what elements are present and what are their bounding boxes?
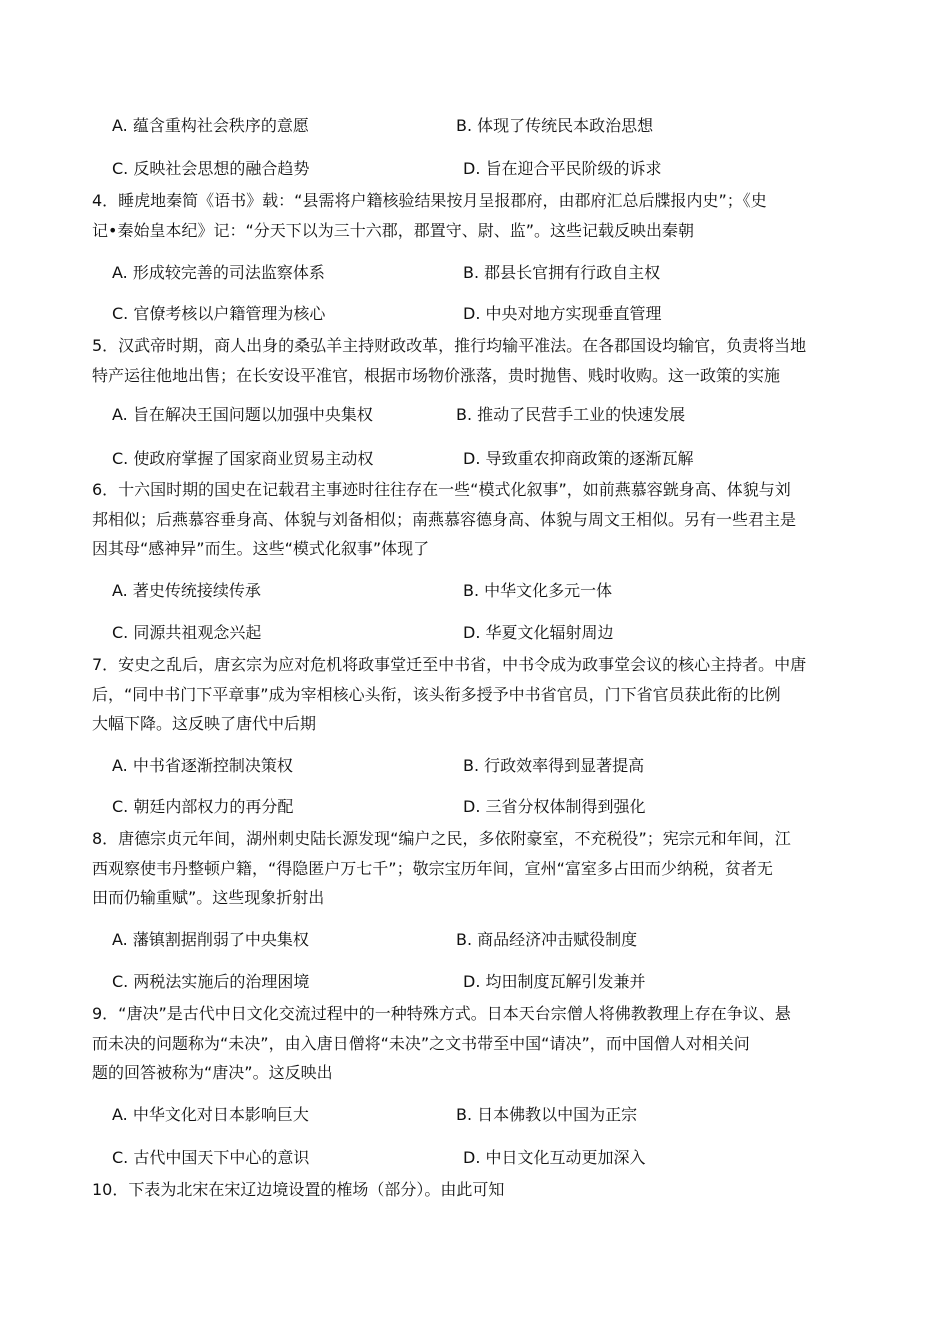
q3-option-b: B. 体现了传统民本政治思想 [456, 116, 654, 135]
q7-option-b: B. 行政效率得到显著提高 [463, 756, 645, 775]
q8-stem-line-1: 8．唐德宗贞元年间，湖州刺史陆长源发现“编户之民，多依附豪室，不充税役”；宪宗元和年间，江 [92, 829, 791, 848]
q6-option-a: A. 著史传统接续传承 [112, 581, 261, 600]
q8-option-d: D. 均田制度瓦解引发兼并 [463, 972, 646, 991]
q5-option-b: B. 推动了民营手工业的快速发展 [456, 405, 686, 424]
q6-stem-line-1: 6．十六国时期的国史在记载君主事迹时往往存在一些“模式化叙事”，如前燕慕容皝身高、体貌与刘 [92, 480, 791, 499]
q8-option-b: B. 商品经济冲击赋役制度 [456, 930, 638, 949]
q7-stem-line-3: 大幅下降。这反映了唐代中后期 [92, 714, 317, 733]
q7-stem-line-2: 后，“同中书门下平章事”成为宰相核心头衔，该头衔多授予中书省官员，门下省官员获此衔的比例 [92, 685, 781, 704]
q3-option-c: C. 反映社会思想的融合趋势 [112, 159, 310, 178]
q4-option-b: B. 郡县长官拥有行政自主权 [463, 263, 661, 282]
q4-stem-line-2: 记•秦始皇本纪》记：“分天下以为三十六郡，郡置守、尉、监”。这些记载反映出秦朝 [92, 221, 695, 240]
q7-option-d: D. 三省分权体制得到强化 [463, 797, 646, 816]
q3-option-d: D. 旨在迎合平民阶级的诉求 [463, 159, 662, 178]
q6-option-b: B. 中华文化多元一体 [463, 581, 613, 600]
q8-stem-line-3: 田而仍输重赋”。这些现象折射出 [92, 888, 325, 907]
q5-option-a: A. 旨在解决王国问题以加强中央集权 [112, 405, 373, 424]
q7-option-c: C. 朝廷内部权力的再分配 [112, 797, 294, 816]
q5-option-d: D. 导致重农抑商政策的逐渐瓦解 [463, 449, 694, 468]
q8-stem-line-2: 西观察使韦丹整顿户籍，“得隐匿户万七千”；敬宗宝历年间，宣州“富室多占田而少纳税，贫者无 [92, 859, 773, 878]
q9-stem-line-3: 题的回答被称为“唐决”。这反映出 [92, 1063, 333, 1082]
q8-option-c: C. 两税法实施后的治理困境 [112, 972, 310, 991]
q6-option-d: D. 华夏文化辐射周边 [463, 623, 614, 642]
q6-stem-line-3: 因其母“感神异”而生。这些“模式化叙事”体现了 [92, 539, 430, 558]
q9-option-d: D. 中日文化互动更加深入 [463, 1148, 646, 1167]
q9-option-b: B. 日本佛教以中国为正宗 [456, 1105, 638, 1124]
q3-option-a: A. 蕴含重构社会秩序的意愿 [112, 116, 309, 135]
q5-stem-line-1: 5．汉武帝时期，商人出身的桑弘羊主持财政改革，推行均输平准法。在各郡国设均输官，负责将当地 [92, 336, 807, 355]
q7-stem-line-1: 7．安史之乱后，唐玄宗为应对危机将政事堂迁至中书省，中书令成为政事堂会议的核心主持者。中唐 [92, 655, 807, 674]
q9-option-c: C. 古代中国天下中心的意识 [112, 1148, 310, 1167]
q6-option-c: C. 同源共祖观念兴起 [112, 623, 262, 642]
q10-stem-line-1: 10．下表为北宋在宋辽边境设置的榷场（部分）。由此可知 [92, 1180, 505, 1199]
q6-stem-line-2: 邦相似；后燕慕容垂身高、体貌与刘备相似；南燕慕容德身高、体貌与周文王相似。另有一些君主是 [92, 510, 797, 529]
q9-stem-line-2: 而未决的问题称为“未决”，由入唐日僧将“未决”之文书带至中国“请决”，而中国僧人对相关问 [92, 1034, 750, 1053]
q4-option-c: C. 官僚考核以户籍管理为核心 [112, 304, 326, 323]
q4-option-a: A. 形成较完善的司法监察体系 [112, 263, 325, 282]
q4-stem-line-1: 4．睡虎地秦简《语书》载：“县需将户籍核验结果按月呈报郡府，由郡府汇总后牒报内史”；《史 [92, 191, 767, 210]
q4-option-d: D. 中央对地方实现垂直管理 [463, 304, 662, 323]
q7-option-a: A. 中书省逐渐控制决策权 [112, 756, 293, 775]
q8-option-a: A. 藩镇割据削弱了中央集权 [112, 930, 309, 949]
q9-option-a: A. 中华文化对日本影响巨大 [112, 1105, 309, 1124]
q5-option-c: C. 使政府掌握了国家商业贸易主动权 [112, 449, 374, 468]
q9-stem-line-1: 9．“唐决”是古代中日文化交流过程中的一种特殊方式。日本天台宗僧人将佛教教理上存在争议、悬 [92, 1004, 791, 1023]
q5-stem-line-2: 特产运往他地出售；在长安设平准官，根据市场物价涨落，贵时抛售、贱时收购。这一政策的实施 [92, 366, 781, 385]
